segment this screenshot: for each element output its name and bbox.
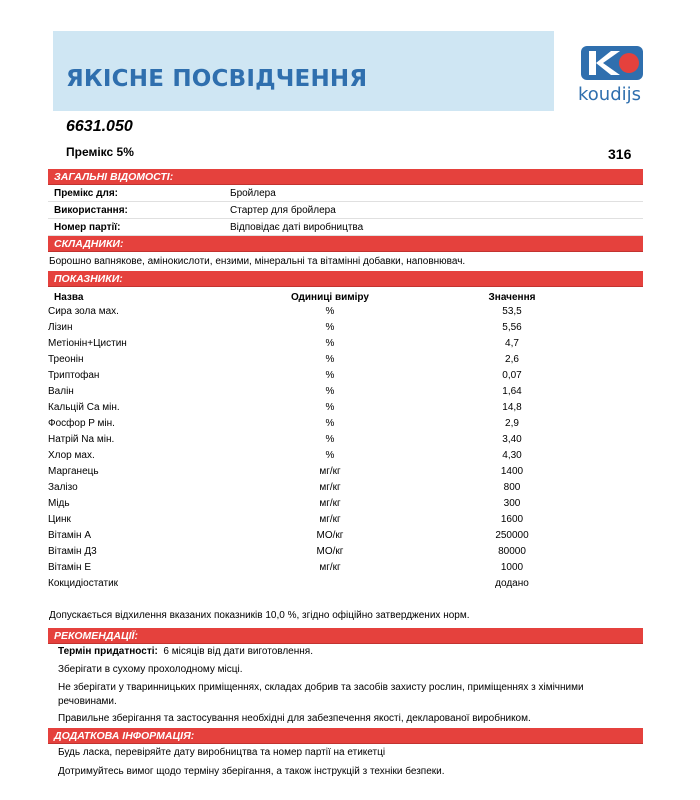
product-name: Премікс 5% xyxy=(66,145,134,159)
cell-value: 1600 xyxy=(500,514,524,525)
cell-value: 250000 xyxy=(495,530,529,541)
cell-unit: мг/кг xyxy=(319,498,341,509)
recommendation-item: Не зберігати у тваринницьких приміщеннях, складах добрив та засобів захисту рослин, приміщеннях з хімічними xyxy=(58,682,584,693)
cell-value: 2,6 xyxy=(505,354,519,365)
additional-item: Будь ласка, перевіряйте дату виробництва та номер партії на етикетці xyxy=(58,747,386,758)
logo-text: koudijs xyxy=(578,84,642,105)
cell-name: Триптофан xyxy=(48,370,100,381)
cell-unit: % xyxy=(325,386,335,397)
document-number: 316 xyxy=(608,146,632,162)
cell-name: Вітамін А xyxy=(48,530,91,541)
cell-name: Вітамін Е xyxy=(48,562,91,573)
cell-unit: % xyxy=(325,418,335,429)
shelf-life xyxy=(58,646,313,657)
cell-unit: % xyxy=(325,322,335,333)
cell-name: Валін xyxy=(48,386,74,397)
general-row xyxy=(48,219,643,236)
table-row xyxy=(48,480,643,496)
indicators-table xyxy=(48,304,643,592)
cell-value: 5,56 xyxy=(502,322,522,333)
cell-value: 300 xyxy=(503,498,521,509)
cell-name: Вітамін Д3 xyxy=(48,546,97,557)
section-additional-header: ДОДАТКОВА ІНФОРМАЦІЯ: xyxy=(48,728,643,744)
cell-value: 4,7 xyxy=(505,338,519,349)
cell-value: 4,30 xyxy=(502,450,522,461)
cell-unit: МО/кг xyxy=(316,530,344,541)
cell-name: Залізо xyxy=(48,482,78,493)
table-row xyxy=(48,320,643,336)
general-row xyxy=(48,202,643,219)
cell-name: Кальцій Ca мін. xyxy=(48,402,120,413)
general-key: Використання: xyxy=(48,202,224,219)
cell-unit: % xyxy=(325,434,335,445)
cell-name: Хлор мах. xyxy=(48,450,95,461)
cell-unit: мг/кг xyxy=(319,562,341,573)
column-header-name: Назва xyxy=(54,292,84,303)
cell-unit: % xyxy=(325,306,335,317)
shelf-life-value: 6 місяців від дати виготовлення. xyxy=(163,646,313,657)
general-info-table xyxy=(48,185,643,236)
table-row xyxy=(48,304,643,320)
cell-name: Лізин xyxy=(48,322,73,333)
cell-unit: % xyxy=(325,450,335,461)
cell-value: 2,9 xyxy=(505,418,519,429)
general-value: Стартер для бройлера xyxy=(224,202,643,219)
cell-unit: % xyxy=(325,338,335,349)
table-row xyxy=(48,400,643,416)
table-row xyxy=(48,336,643,352)
general-key: Премікс для: xyxy=(48,185,224,202)
table-row xyxy=(48,576,643,592)
cell-name: Марганець xyxy=(48,466,99,477)
cell-name: Кокцидіостатик xyxy=(48,578,119,589)
cell-value: 3,40 xyxy=(502,434,522,445)
cell-value: 80000 xyxy=(498,546,526,557)
recommendation-item: речовинами. xyxy=(58,696,117,707)
cell-value: 1,64 xyxy=(502,386,522,397)
cell-value: 14,8 xyxy=(502,402,522,413)
cell-name: Фосфор P мін. xyxy=(48,418,115,429)
cell-name: Сира зола мах. xyxy=(48,306,119,317)
section-ingredients-header: СКЛАДНИКИ: xyxy=(48,236,643,252)
tolerance-note: Допускається відхилення вказаних показників 10,0 %, згідно офіційно затверджених норм. xyxy=(49,610,470,621)
cell-value: 53,5 xyxy=(502,306,522,317)
general-key: Номер партії: xyxy=(48,219,224,236)
additional-item: Дотримуйтесь вимог щодо терміну зберігання, а також інструкцій з техніки безпеки. xyxy=(58,766,445,777)
cell-value: додано xyxy=(495,578,529,589)
column-header-value: Значення xyxy=(488,292,536,303)
cell-unit: % xyxy=(325,370,335,381)
table-row xyxy=(48,512,643,528)
cell-value: 0,07 xyxy=(502,370,522,381)
table-row xyxy=(48,496,643,512)
table-row xyxy=(48,432,643,448)
cell-name: Метіонін+Цистин xyxy=(48,338,127,349)
column-header-unit: Одиниці виміру xyxy=(291,292,369,303)
cell-unit: МО/кг xyxy=(316,546,344,557)
shelf-life-label: Термін придатності: xyxy=(58,646,158,657)
cell-value: 1000 xyxy=(500,562,524,573)
cell-unit: % xyxy=(325,354,335,365)
koudijs-logo xyxy=(578,44,648,106)
cell-name: Цинк xyxy=(48,514,71,525)
cell-unit: мг/кг xyxy=(319,482,341,493)
cell-unit: мг/кг xyxy=(319,514,341,525)
product-code: 6631.050 xyxy=(66,118,133,135)
section-general-header: ЗАГАЛЬНІ ВІДОМОСТІ: xyxy=(48,169,643,185)
table-row xyxy=(48,368,643,384)
table-row xyxy=(48,560,643,576)
general-row xyxy=(48,185,643,202)
cell-unit: мг/кг xyxy=(319,466,341,477)
cell-value: 1400 xyxy=(500,466,524,477)
cell-value: 800 xyxy=(503,482,521,493)
koudijs-logo-icon xyxy=(581,44,645,82)
recommendation-item: Правильне зберігання та застосування необхідні для забезпечення якості, декларованої виробником. xyxy=(58,713,531,724)
table-row xyxy=(48,464,643,480)
cell-unit: % xyxy=(325,402,335,413)
page-title: ЯКІСНЕ ПОСВІДЧЕННЯ xyxy=(66,66,368,92)
cell-name: Треонін xyxy=(48,354,84,365)
table-row xyxy=(48,416,643,432)
section-recommendations-header: РЕКОМЕНДАЦІЇ: xyxy=(48,628,643,644)
table-row xyxy=(48,528,643,544)
table-row xyxy=(48,448,643,464)
cell-name: Мідь xyxy=(48,498,70,509)
ingredients-text: Борошно вапнякове, амінокислоти, ензими, мінеральні та вітамінні добавки, наповнювач. xyxy=(49,256,466,267)
recommendation-item: Зберігати в сухому прохолодному місці. xyxy=(58,664,243,675)
section-indicators-header: ПОКАЗНИКИ: xyxy=(48,271,643,287)
general-value: Відповідає даті виробництва xyxy=(224,219,643,236)
cell-name: Натрій Na мін. xyxy=(48,434,115,445)
table-row xyxy=(48,544,643,560)
general-value: Бройлера xyxy=(224,185,643,202)
table-row xyxy=(48,384,643,400)
table-row xyxy=(48,352,643,368)
